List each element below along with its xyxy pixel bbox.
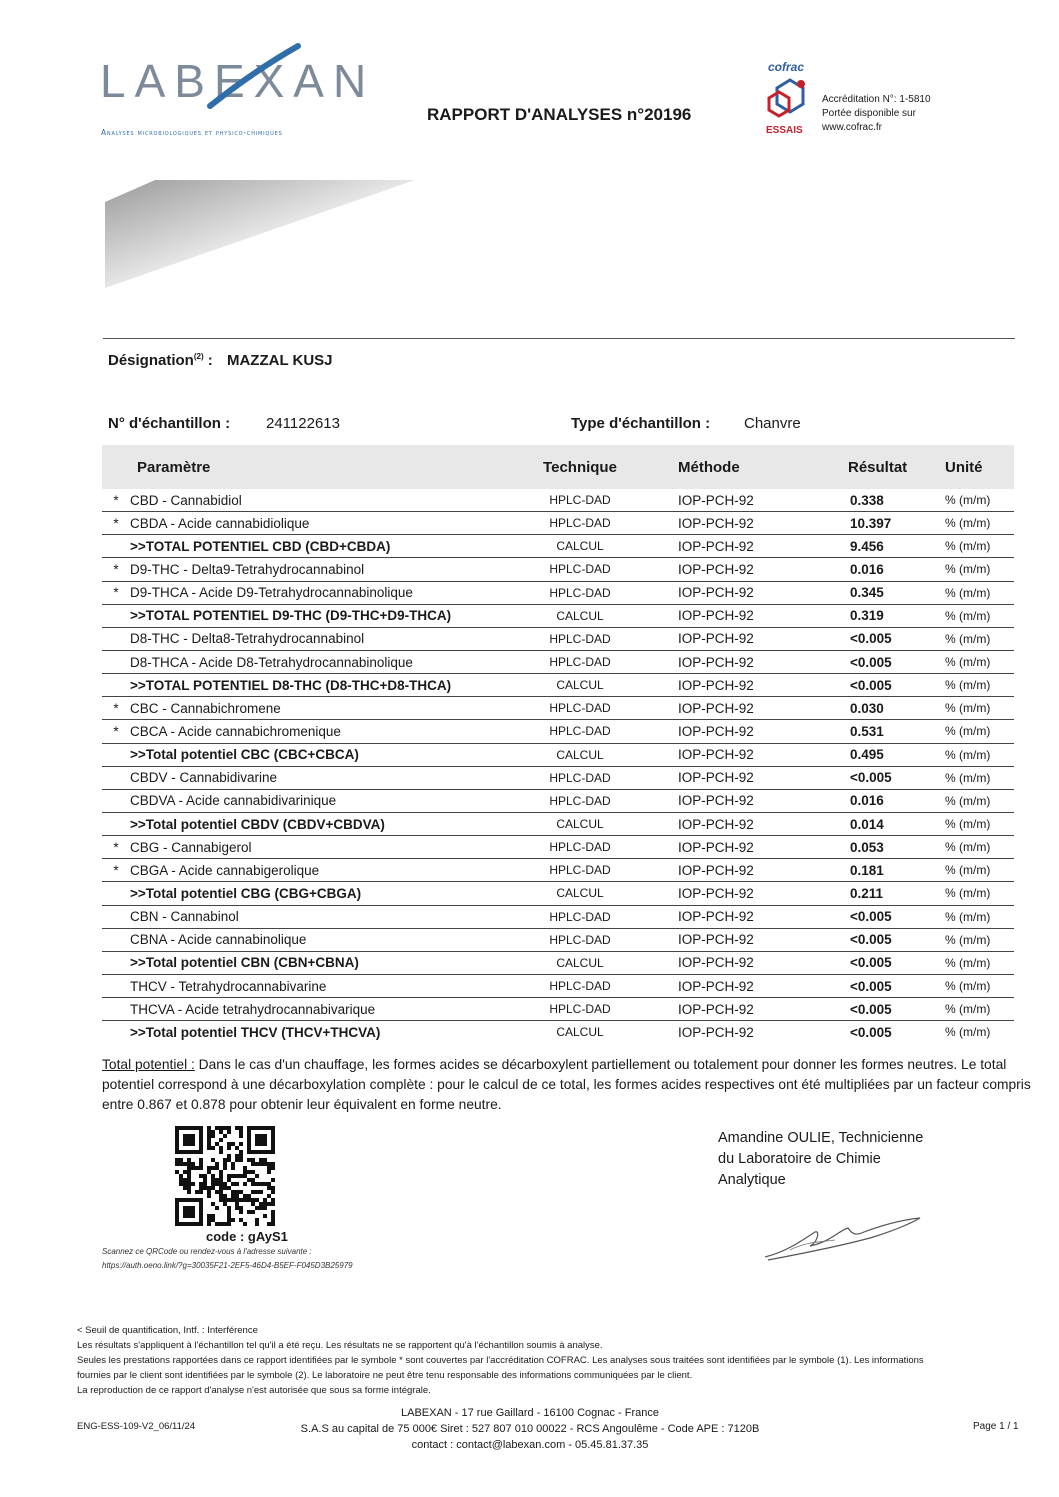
accreditation-number: Accréditation N°: 1-5810 <box>822 94 931 105</box>
unit-cell: % (m/m) <box>945 1025 991 1040</box>
table-row <box>102 535 1014 558</box>
accreditation-star <box>102 650 130 673</box>
total-note-text: Dans le cas d'un chauffage, les formes acides se décarboxylent partiellement ou totalement pour donner les formes neutres. Le total potentiel correspond à une décarboxylation complète : pour le calcul de ce total, les formes acides respectives ont été multipliées par un facteur compris entre 0.867 et 0.878 pour obtenir leur équivalent en forme neutre. <box>102 1057 1031 1112</box>
method-cell: IOP-PCH-92 <box>650 535 828 558</box>
company-info <box>280 1405 780 1453</box>
result-cell: <0.005 <box>828 928 945 951</box>
technique-cell: HPLC-DAD <box>510 489 650 512</box>
signatory <box>718 1128 923 1191</box>
method-cell: IOP-PCH-92 <box>650 974 828 997</box>
result-cell: 0.181 <box>828 859 945 882</box>
result-cell: 0.495 <box>828 743 945 766</box>
accreditation-star <box>102 812 130 835</box>
table-row <box>102 512 1014 535</box>
unit-cell: % (m/m) <box>945 836 1014 859</box>
technique-cell: HPLC-DAD <box>510 697 650 720</box>
method-cell: IOP-PCH-92 <box>650 998 828 1021</box>
method-cell: IOP-PCH-92 <box>650 650 828 673</box>
accreditation-info <box>822 93 931 135</box>
parameter-cell: >>TOTAL POTENTIEL CBD (CBD+CBDA) <box>130 535 510 558</box>
footer-note-2: Les résultats s'appliquent à l'échantillon tel qu'il a été reçu. Les résultats ne se rapportent qu'à l'échantillon soumis à analyse. <box>77 1340 603 1351</box>
table-row <box>102 812 1014 835</box>
accreditation-star <box>102 766 130 789</box>
method-cell: IOP-PCH-92 <box>650 928 828 951</box>
table-row <box>102 836 1014 859</box>
result-cell: 9.456 <box>828 535 945 558</box>
result-cell: <0.005 <box>828 766 945 789</box>
total-potential-note <box>102 1055 1037 1115</box>
table-row <box>102 697 1014 720</box>
footer-notes <box>77 1323 1057 1398</box>
unit-cell: % (m/m) <box>945 905 1014 928</box>
unit-cell: % (m/m) <box>945 489 1014 512</box>
parameter-cell: D8-THC - Delta8-Tetrahydrocannabinol <box>130 627 510 650</box>
accreditation-star <box>102 674 130 697</box>
parameter-cell: CBD - Cannabidiol <box>130 489 510 512</box>
method-cell: IOP-PCH-92 <box>650 812 828 835</box>
result-cell: <0.005 <box>828 905 945 928</box>
accreditation-star: * <box>102 489 130 512</box>
technique-cell: CALCUL <box>510 535 650 558</box>
parameter-cell: >>TOTAL POTENTIEL D9-THC (D9-THC+D9-THCA) <box>130 604 510 627</box>
designation-superscript: (2) <box>193 352 204 361</box>
table-row <box>102 766 1014 789</box>
technique-cell: HPLC-DAD <box>510 581 650 604</box>
accreditation-star: * <box>102 720 130 743</box>
unit-cell: % (m/m) <box>945 998 1014 1021</box>
unit-cell: % (m/m) <box>945 789 1014 812</box>
accreditation-star: * <box>102 697 130 720</box>
parameter-cell: CBDA - Acide cannabidiolique <box>130 512 510 535</box>
technique-cell: HPLC-DAD <box>510 512 650 535</box>
result-cell: 0.053 <box>828 836 945 859</box>
unit-cell: % (m/m) <box>945 581 1014 604</box>
accreditation-url: www.cofrac.fr <box>822 122 883 133</box>
accreditation-star: * <box>102 859 130 882</box>
result-cell: 0.016 <box>828 789 945 812</box>
technique-cell: HPLC-DAD <box>510 859 650 882</box>
technique-cell: HPLC-DAD <box>510 766 650 789</box>
technique-cell: HPLC-DAD <box>510 836 650 859</box>
header-method: Méthode <box>650 445 828 489</box>
result-cell: 0.016 <box>828 558 945 581</box>
table-row <box>102 627 1014 650</box>
logo-swoosh-icon <box>200 42 310 112</box>
unit-cell: % (m/m) <box>945 535 1014 558</box>
unit-cell: % (m/m) <box>945 627 1014 650</box>
handwritten-signature <box>760 1212 930 1267</box>
method-cell: IOP-PCH-92 <box>650 512 828 535</box>
accreditation-star <box>102 789 130 812</box>
accreditation-star <box>102 1021 130 1044</box>
technique-cell: CALCUL <box>510 951 650 974</box>
result-cell: 0.338 <box>828 489 945 512</box>
technique-cell: CALCUL <box>510 882 650 905</box>
parameter-cell: >>Total potentiel CBC (CBC+CBCA) <box>130 743 510 766</box>
unit-cell: % (m/m) <box>945 812 1014 835</box>
sample-type-value: Chanvre <box>744 415 801 432</box>
technique-cell: CALCUL <box>556 1025 604 1040</box>
header-divider <box>103 338 1015 339</box>
footer-note-4: fournies par le client sont identifiées par le symbole (2). Le laboratoire ne peut être tenu responsable des informations communiquées par le client. <box>77 1370 693 1381</box>
method-cell: IOP-PCH-92 <box>650 627 828 650</box>
table-row <box>102 720 1014 743</box>
sample-number-value: 241122613 <box>266 415 340 432</box>
document-reference: ENG-ESS-109-V2_06/11/24 <box>77 1421 196 1432</box>
table-row <box>102 743 1014 766</box>
table-row <box>102 489 1014 512</box>
result-cell: <0.005 <box>828 998 945 1021</box>
parameter-cell: CBC - Cannabichromene <box>130 697 510 720</box>
header-parameter: Paramètre <box>102 445 510 489</box>
parameter-cell: CBG - Cannabigerol <box>130 836 510 859</box>
method-cell: IOP-PCH-92 <box>678 1024 754 1040</box>
parameter-cell: CBGA - Acide cannabigerolique <box>130 859 510 882</box>
result-cell: <0.005 <box>828 974 945 997</box>
accreditation-star: * <box>102 836 130 859</box>
company-address: LABEXAN - 17 rue Gaillard - 16100 Cognac - France <box>400 1407 660 1419</box>
parameter-cell: THCV - Tetrahydrocannabivarine <box>130 974 510 997</box>
accreditation-star <box>102 998 130 1021</box>
table-header-row <box>102 445 1014 489</box>
table-row <box>102 674 1014 697</box>
accreditation-star <box>102 905 130 928</box>
technique-cell: CALCUL <box>510 674 650 697</box>
method-cell: IOP-PCH-92 <box>650 558 828 581</box>
technique-cell: HPLC-DAD <box>510 928 650 951</box>
result-cell: 0.014 <box>828 812 945 835</box>
technique-cell: HPLC-DAD <box>510 720 650 743</box>
table-row <box>102 905 1014 928</box>
unit-cell: % (m/m) <box>945 882 1014 905</box>
table-row <box>102 1021 1014 1044</box>
method-cell: IOP-PCH-92 <box>650 720 828 743</box>
table-row <box>102 789 1014 812</box>
sample-number-label: N° d'échantillon : <box>108 415 231 432</box>
accreditation-star: * <box>102 512 130 535</box>
company-contact: contact : contact@labexan.com - 05.45.81.37.35 <box>411 1439 649 1451</box>
result-cell: <0.005 <box>850 1024 892 1040</box>
parameter-cell: >>Total potentiel CBN (CBN+CBNA) <box>130 951 510 974</box>
footer-note-1: < Seuil de quantification, Intf. : Interférence <box>77 1325 258 1336</box>
table-row <box>102 974 1014 997</box>
method-cell: IOP-PCH-92 <box>650 766 828 789</box>
parameter-cell: >>TOTAL POTENTIEL D8-THC (D8-THC+D8-THCA) <box>130 674 510 697</box>
qr-instruction: Scannez ce QRCode ou rendez-vous à l'adresse suivante : <box>102 1247 312 1256</box>
results-table <box>102 445 1014 1043</box>
accreditation-star: * <box>102 558 130 581</box>
result-cell: 10.397 <box>828 512 945 535</box>
labexan-logo-text: LABEXAN <box>100 55 376 107</box>
unit-cell: % (m/m) <box>945 859 1014 882</box>
page-fold-decoration <box>105 180 415 290</box>
footer-note-5: La reproduction de ce rapport d'analyse n'est autorisée que sous sa forme intégrale. <box>77 1385 431 1396</box>
parameter-cell: CBDV - Cannabidivarine <box>130 766 510 789</box>
technique-cell: HPLC-DAD <box>510 650 650 673</box>
unit-cell: % (m/m) <box>945 974 1014 997</box>
technique-cell: CALCUL <box>510 812 650 835</box>
company-legal: S.A.S au capital de 75 000€ Siret : 527 807 010 00022 - RCS Angoulême - Code APE : 7120B <box>300 1423 760 1435</box>
result-cell: 0.531 <box>828 720 945 743</box>
technique-cell: HPLC-DAD <box>510 974 650 997</box>
parameter-cell: CBNA - Acide cannabinolique <box>130 928 510 951</box>
unit-cell: % (m/m) <box>945 720 1014 743</box>
result-cell: <0.005 <box>828 627 945 650</box>
method-cell: IOP-PCH-92 <box>650 836 828 859</box>
technique-cell: CALCUL <box>510 604 650 627</box>
parameter-cell: CBDVA - Acide cannabidivarinique <box>130 789 510 812</box>
result-cell: 0.030 <box>828 697 945 720</box>
unit-cell: % (m/m) <box>945 650 1014 673</box>
method-cell: IOP-PCH-92 <box>650 674 828 697</box>
parameter-cell: D8-THCA - Acide D8-Tetrahydrocannabinolique <box>130 650 510 673</box>
method-cell: IOP-PCH-92 <box>650 604 828 627</box>
qr-url-link[interactable]: https://auth.oeno.link/?g=30035F21-2EF5-46D4-B5EF-F045D3B25979 <box>102 1261 353 1270</box>
result-cell: 0.211 <box>828 882 945 905</box>
result-cell: 0.345 <box>828 581 945 604</box>
table-row <box>102 951 1014 974</box>
cofrac-wordmark: cofrac <box>768 60 805 74</box>
technique-cell: HPLC-DAD <box>510 627 650 650</box>
qr-code-label: code : gAyS1 <box>206 1229 288 1244</box>
parameter-cell: THCVA - Acide tetrahydrocannabivarique <box>130 998 510 1021</box>
parameter-cell: CBCA - Acide cannabichromenique <box>130 720 510 743</box>
unit-cell: % (m/m) <box>945 928 1014 951</box>
method-cell: IOP-PCH-92 <box>650 882 828 905</box>
unit-cell: % (m/m) <box>945 766 1014 789</box>
report-title: RAPPORT D'ANALYSES n°20196 <box>427 105 692 124</box>
accreditation-star <box>102 974 130 997</box>
parameter-cell: >>Total potentiel THCV (THCV+THCVA) <box>130 1024 381 1040</box>
logo-tagline: Analyses microbiologiques et physico-chimiques <box>101 128 283 137</box>
header-unit: Unité <box>945 445 1014 489</box>
parameter-cell: D9-THC - Delta9-Tetrahydrocannabinol <box>130 558 510 581</box>
accreditation-scope: Portée disponible sur <box>822 108 916 119</box>
signatory-department-cont: Analytique <box>718 1172 786 1188</box>
method-cell: IOP-PCH-92 <box>650 951 828 974</box>
unit-cell: % (m/m) <box>945 558 1014 581</box>
accreditation-star <box>102 951 130 974</box>
designation <box>108 352 333 369</box>
sample-type-label: Type d'échantillon : <box>571 415 711 432</box>
table-row <box>102 650 1014 673</box>
technique-cell: CALCUL <box>510 743 650 766</box>
accreditation-star <box>102 743 130 766</box>
table-row <box>102 558 1014 581</box>
method-cell: IOP-PCH-92 <box>650 489 828 512</box>
header-result: Résultat <box>828 445 945 489</box>
header-technique: Technique <box>510 445 650 489</box>
footer-note-3: Seules les prestations rapportées dans ce rapport identifiées par le symbole * sont couvertes par l'accréditation COFRAC. Les analyses sous traitées sont identifiées par le symbole (1). Les informations <box>77 1355 924 1366</box>
qr-code-icon[interactable] <box>175 1126 275 1226</box>
parameter-cell: CBN - Cannabinol <box>130 905 510 928</box>
table-row <box>102 882 1014 905</box>
result-cell: <0.005 <box>828 951 945 974</box>
page-number: Page 1 / 1 <box>973 1421 1019 1432</box>
method-cell: IOP-PCH-92 <box>650 743 828 766</box>
unit-cell: % (m/m) <box>945 674 1014 697</box>
accreditation-star <box>102 535 130 558</box>
technique-cell: HPLC-DAD <box>510 558 650 581</box>
accreditation-star <box>102 627 130 650</box>
method-cell: IOP-PCH-92 <box>650 859 828 882</box>
result-cell: <0.005 <box>828 650 945 673</box>
designation-separator: : <box>207 352 213 369</box>
cofrac-essais-label: ESSAIS <box>766 125 803 136</box>
signatory-name: Amandine OULIE, Technicienne <box>718 1130 924 1146</box>
technique-cell: HPLC-DAD <box>510 998 650 1021</box>
method-cell: IOP-PCH-92 <box>650 697 828 720</box>
unit-cell: % (m/m) <box>945 743 1014 766</box>
unit-cell: % (m/m) <box>945 951 1014 974</box>
accreditation-star <box>102 604 130 627</box>
technique-cell: HPLC-DAD <box>510 905 650 928</box>
result-cell: <0.005 <box>828 674 945 697</box>
method-cell: IOP-PCH-92 <box>650 789 828 812</box>
unit-cell: % (m/m) <box>945 512 1014 535</box>
parameter-cell: >>Total potentiel CBG (CBG+CBGA) <box>130 882 510 905</box>
method-cell: IOP-PCH-92 <box>650 905 828 928</box>
total-note-label: Total potentiel : <box>102 1057 195 1072</box>
table-row <box>102 859 1014 882</box>
signatory-department: du Laboratoire de Chimie <box>718 1151 881 1167</box>
designation-label: Désignation <box>108 352 194 369</box>
designation-value: MAZZAL KUSJ <box>226 352 333 369</box>
unit-cell: % (m/m) <box>945 697 1014 720</box>
results-body <box>102 489 1014 1043</box>
accreditation-star <box>102 882 130 905</box>
table-row <box>102 928 1014 951</box>
method-cell: IOP-PCH-92 <box>650 581 828 604</box>
accreditation-star: * <box>102 581 130 604</box>
result-cell: 0.319 <box>828 604 945 627</box>
parameter-cell: D9-THCA - Acide D9-Tetrahydrocannabinolique <box>130 581 510 604</box>
technique-cell: HPLC-DAD <box>510 789 650 812</box>
table-row <box>102 998 1014 1021</box>
accreditation-star <box>102 928 130 951</box>
table-row <box>102 581 1014 604</box>
unit-cell: % (m/m) <box>945 604 1014 627</box>
table-row <box>102 604 1014 627</box>
parameter-cell: >>Total potentiel CBDV (CBDV+CBDVA) <box>130 812 510 835</box>
